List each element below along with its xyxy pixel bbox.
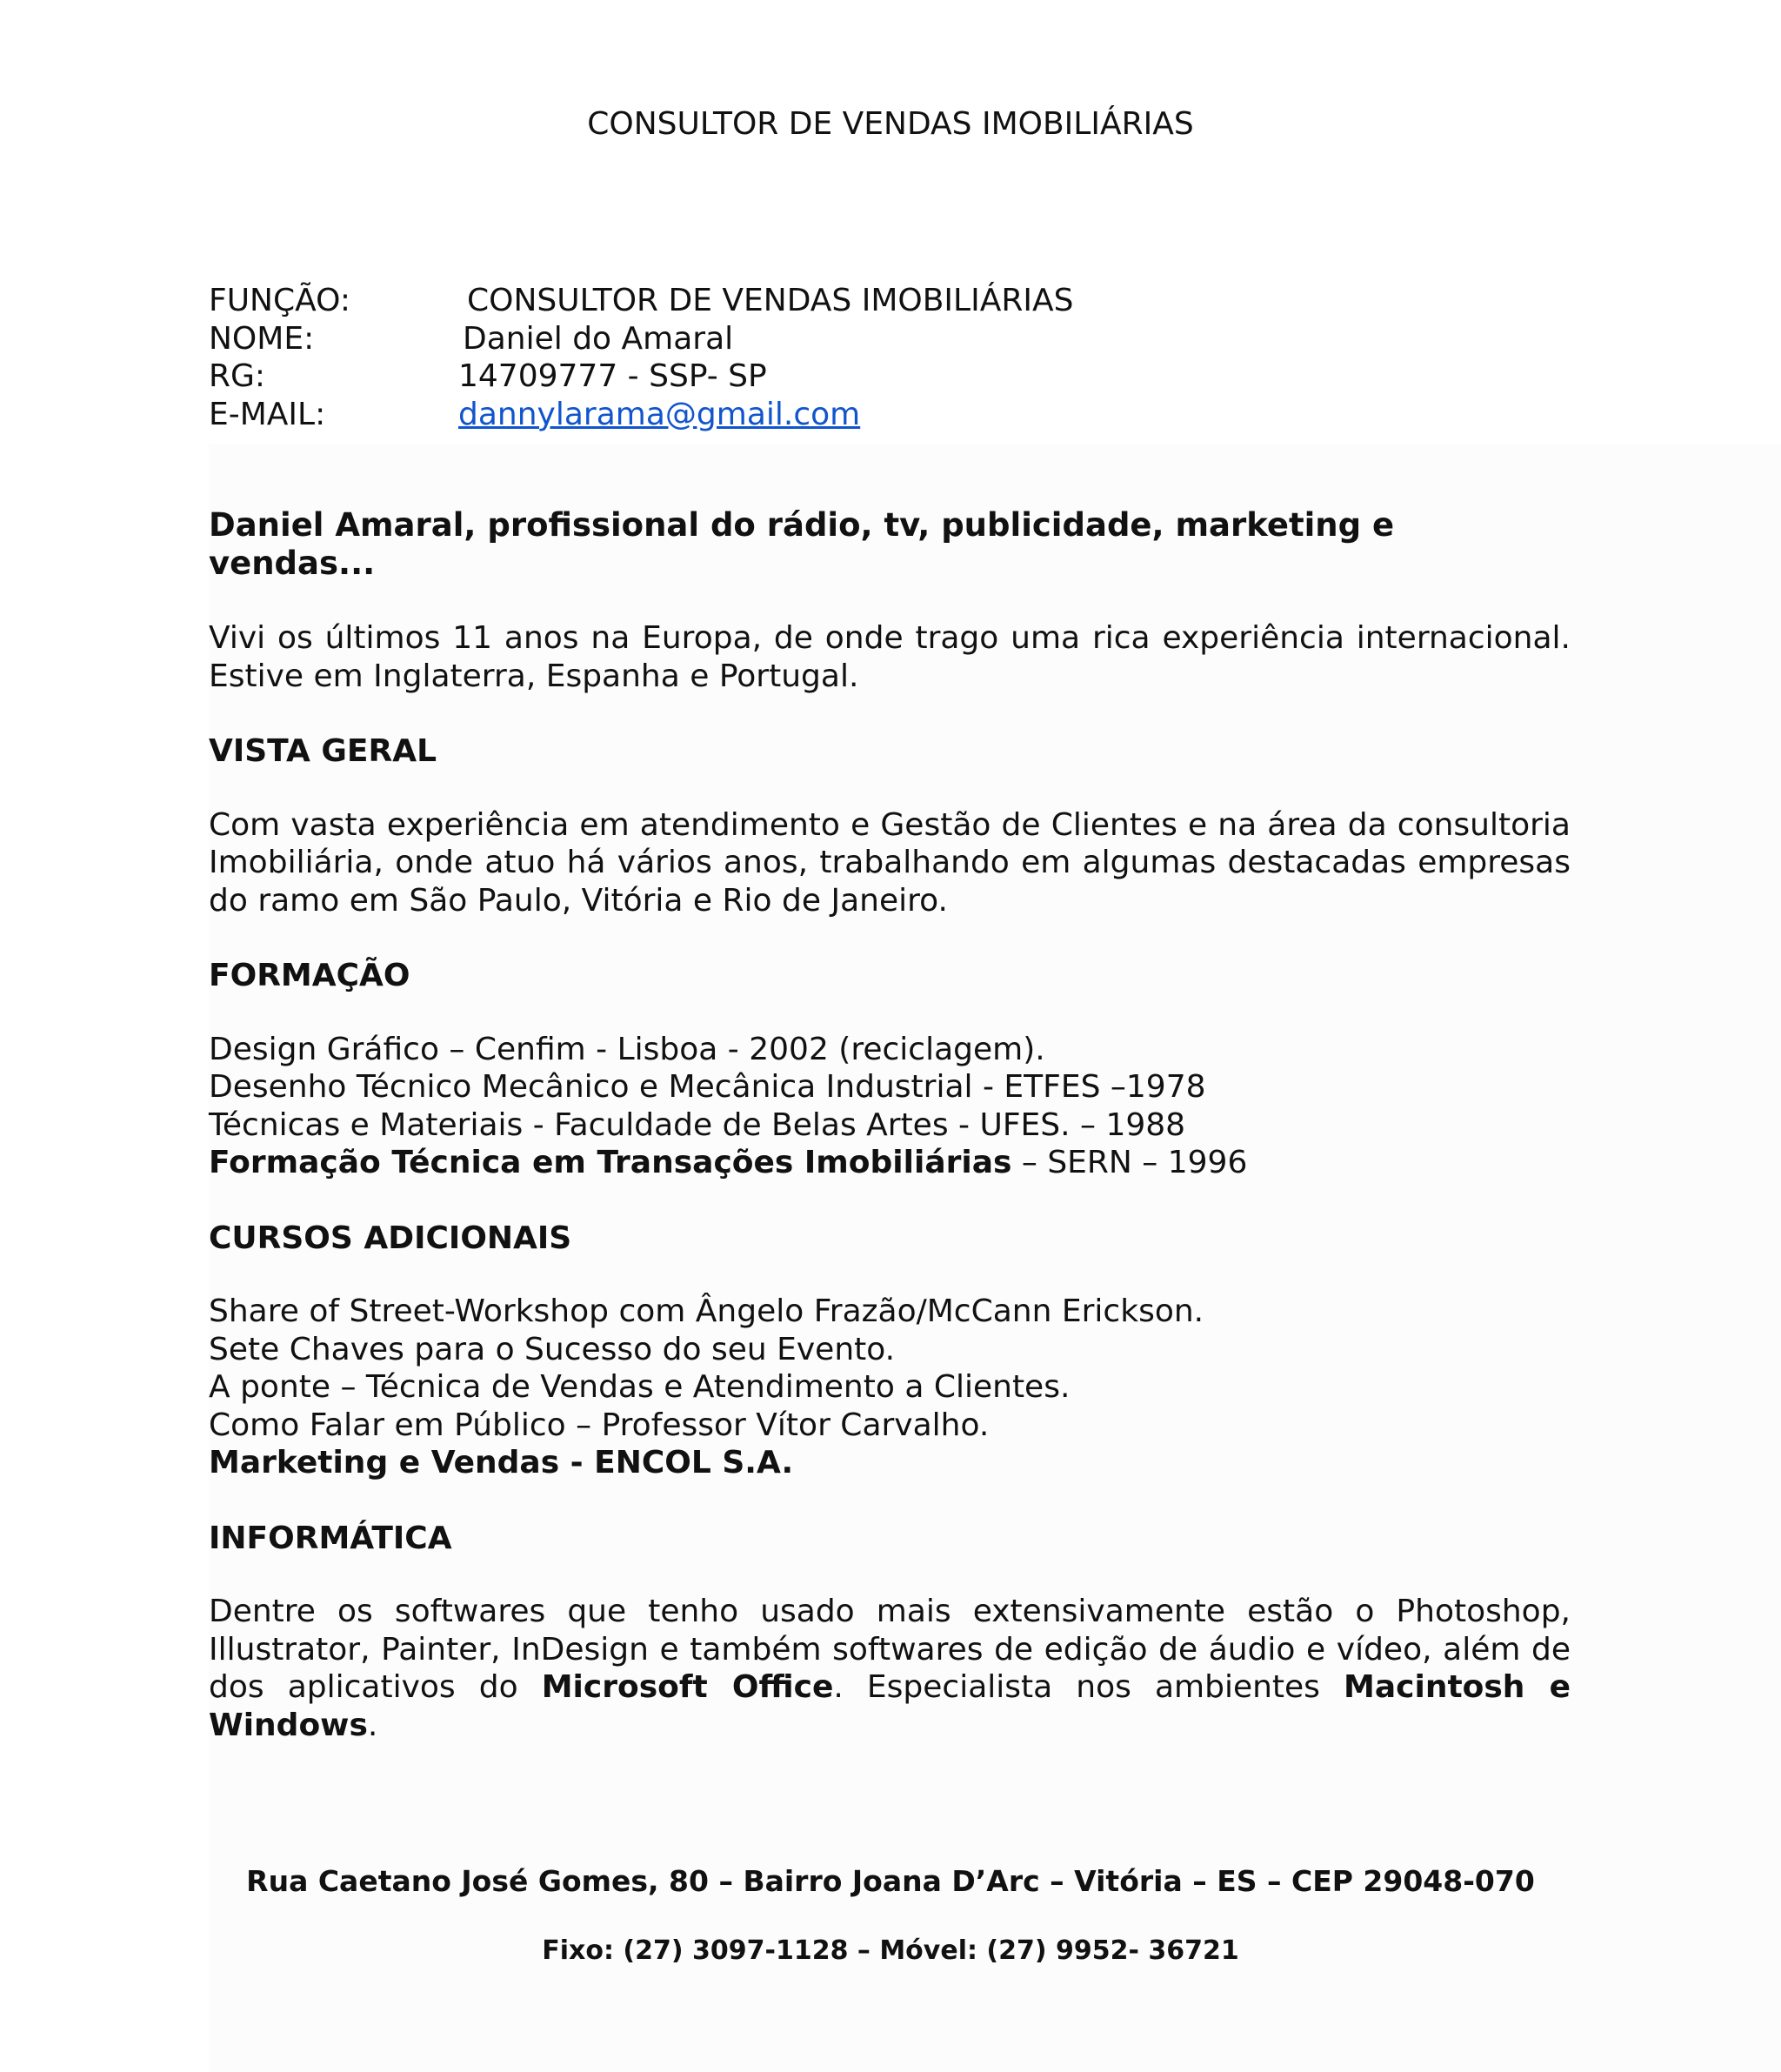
info-value: 14709777 - SSP- SP bbox=[458, 358, 767, 394]
intro-heading: Daniel Amaral, profissional do rádio, tv, publicidade, marketing e vendas... bbox=[209, 506, 1395, 582]
list-item: Share of Street-Workshop com Ângelo Frazão/McCann Erickson. bbox=[209, 1293, 1204, 1329]
list-item-rest: – SERN – 1996 bbox=[1011, 1145, 1248, 1180]
list-item: Técnicas e Materiais - Faculdade de Belas Artes - UFES. – 1988 bbox=[209, 1106, 1186, 1143]
info-row-nome bbox=[209, 320, 1571, 358]
list-item: Marketing e Vendas - ENCOL S.A. bbox=[209, 1445, 794, 1480]
formacao-list bbox=[209, 1031, 1571, 1182]
section-title-cursos: CURSOS ADICIONAIS bbox=[209, 1220, 572, 1256]
info-value: CONSULTOR DE VENDAS IMOBILIÁRIAS bbox=[467, 283, 1074, 318]
cursos-list bbox=[209, 1293, 1571, 1482]
list-item: Design Gráfico – Cenfim - Lisboa - 2002 (reciclagem). bbox=[209, 1031, 1045, 1067]
footer-address: Rua Caetano José Gomes, 80 – Bairro Joana D’Arc – Vitória – ES – CEP 29048-070 bbox=[246, 1864, 1535, 1898]
info-label: FUNÇÃO: bbox=[209, 283, 350, 318]
text-run: Dentre os softwares que tenho usado mais extensivamente estão o Photoshop, Illustrator, Painter, InDesign e também softwares de edição de áudio e vídeo, além de dos aplicativos do bbox=[209, 1594, 1571, 1705]
list-item: Como Falar em Público – Professor Vítor Carvalho. bbox=[209, 1407, 990, 1443]
text-run: . bbox=[367, 1707, 378, 1743]
text-run: . Especialista nos ambientes bbox=[833, 1669, 1344, 1705]
list-item bbox=[209, 1144, 1571, 1182]
text-run-bold: Microsoft Office bbox=[541, 1669, 834, 1705]
resume-body bbox=[209, 282, 1571, 1744]
footer-phones: Fixo: (27) 3097-1128 – Móvel: (27) 9952- 36721 bbox=[542, 1935, 1239, 1966]
list-item-bold: Formação Técnica em Transações Imobiliárias bbox=[209, 1145, 1012, 1180]
email-link[interactable]: dannylarama@gmail.com bbox=[458, 396, 861, 432]
list-item: Sete Chaves para o Sucesso do seu Evento. bbox=[209, 1331, 896, 1367]
info-row-rg bbox=[209, 358, 1571, 396]
info-row-funcao bbox=[209, 282, 1571, 320]
section-title-formacao: FORMAÇÃO bbox=[209, 958, 410, 993]
list-item: A ponte – Técnica de Vendas e Atendimento a Clientes. bbox=[209, 1369, 1071, 1405]
page-header: CONSULTOR DE VENDAS IMOBILIÁRIAS bbox=[587, 106, 1194, 142]
informatica-paragraph bbox=[209, 1593, 1571, 1744]
vista-geral-paragraph: Com vasta experiência em atendimento e Gestão de Clientes e na área da consultoria Imobiliária, onde atuo há vários anos, trabalhando em algumas destacadas empresas do ramo em São Paulo, Vitória e Rio de Janeiro. bbox=[209, 806, 1571, 919]
info-row-email bbox=[209, 396, 1571, 434]
info-label: RG: bbox=[209, 358, 266, 394]
personal-info bbox=[209, 282, 1571, 433]
text-run-bold: Macintosh e Windows bbox=[209, 1669, 1571, 1743]
section-title-informatica: INFORMÁTICA bbox=[209, 1520, 452, 1556]
info-label: E-MAIL: bbox=[209, 396, 326, 432]
info-value: Daniel do Amaral bbox=[463, 320, 734, 357]
list-item: Desenho Técnico Mecânico e Mecânica Industrial - ETFES –1978 bbox=[209, 1069, 1206, 1105]
info-label: NOME: bbox=[209, 320, 315, 357]
section-title-vista-geral: VISTA GERAL bbox=[209, 733, 437, 769]
intro-paragraph: Vivi os últimos 11 anos na Europa, de onde trago uma rica experiência internacional. Estive em Inglaterra, Espanha e Portugal. bbox=[209, 620, 1571, 694]
